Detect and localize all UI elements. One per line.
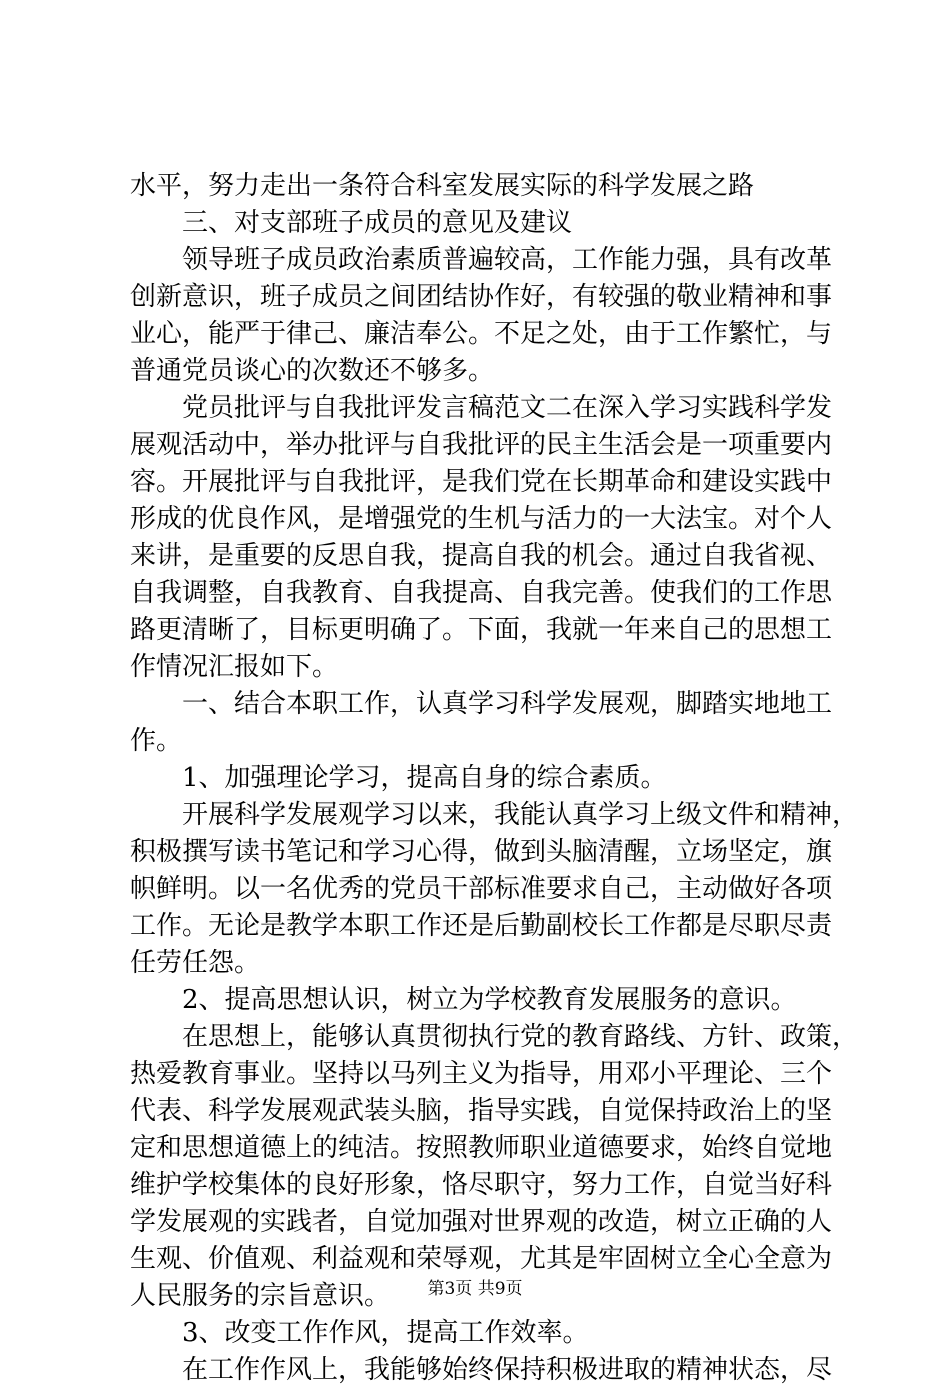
paragraph-line: 创新意识，班子成员之间团结协作好，有较强的敬业精神和事 xyxy=(130,282,833,312)
paragraph-line: 2、提高思想认识，树立为学校教育发展服务的意识。 xyxy=(182,985,797,1015)
paragraph-line: 学发展观的实践者，自觉加强对世界观的改造，树立正确的人 xyxy=(130,1207,833,1237)
paragraph-line: 在思想上，能够认真贯彻执行党的教育路线、方针、政策， xyxy=(182,1022,859,1052)
paragraph-line: 定和思想道德上的纯洁。按照教师职业道德要求，始终自觉地 xyxy=(130,1133,833,1163)
paragraph-line: 作。 xyxy=(130,726,183,756)
paragraph-line: 自我调整，自我教育、自我提高、自我完善。使我们的工作思 xyxy=(130,578,833,608)
paragraph-line: 在工作作风上，我能够始终保持积极进取的精神状态，尽 xyxy=(182,1355,833,1385)
paragraph-line: 领导班子成员政治素质普遍较高，工作能力强，具有改革 xyxy=(182,245,833,275)
document-body xyxy=(130,168,859,1389)
paragraph-line: 作情况汇报如下。 xyxy=(130,652,339,682)
paragraph-line: 人民服务的宗旨意识。 xyxy=(130,1281,391,1311)
paragraph-line: 普通党员谈心的次数还不够多。 xyxy=(130,356,495,386)
paragraph-line: 热爱教育事业。坚持以马列主义为指导，用邓小平理论、三个 xyxy=(130,1059,833,1089)
paragraph-line: 路更清晰了，目标更明确了。下面，我就一年来自己的思想工 xyxy=(130,615,833,645)
paragraph-line: 三、对支部班子成员的意见及建议 xyxy=(182,208,573,238)
paragraph-line: 水平，努力走出一条符合科室发展实际的科学发展之路 xyxy=(130,171,755,201)
paragraph-line: 任劳任怨。 xyxy=(130,948,261,978)
paragraph-line: 帜鲜明。以一名优秀的党员干部标准要求自己，主动做好各项 xyxy=(130,874,833,904)
paragraph-line: 业心，能严于律己、廉洁奉公。不足之处，由于工作繁忙，与 xyxy=(130,319,833,349)
paragraph-line: 一、结合本职工作，认真学习科学发展观，脚踏实地地工 xyxy=(182,689,833,719)
paragraph-line: 开展科学发展观学习以来，我能认真学习上级文件和精神， xyxy=(182,800,859,830)
paragraph-line: 来讲，是重要的反思自我，提高自我的机会。通过自我省视、 xyxy=(130,541,833,571)
paragraph-line: 工作。无论是教学本职工作还是后勤副校长工作都是尽职尽责 xyxy=(130,911,833,941)
paragraph-line: 积极撰写读书笔记和学习心得，做到头脑清醒，立场坚定，旗 xyxy=(130,837,833,867)
paragraph-line: 生观、价值观、利益观和荣辱观，尤其是牢固树立全心全意为 xyxy=(130,1244,833,1274)
page-footer: 第3页 共9页 xyxy=(427,1279,523,1299)
paragraph-line: 3、改变工作作风，提高工作效率。 xyxy=(182,1318,589,1348)
paragraph-line: 代表、科学发展观武装头脑，指导实践，自觉保持政治上的坚 xyxy=(130,1096,833,1126)
paragraph-line: 党员批评与自我批评发言稿范文二在深入学习实践科学发 xyxy=(182,393,833,423)
paragraph-line: 维护学校集体的良好形象，恪尽职守，努力工作，自觉当好科 xyxy=(130,1170,833,1200)
paragraph-line: 展观活动中，举办批评与自我批评的民主生活会是一项重要内 xyxy=(130,430,833,460)
paragraph-line: 形成的优良作风，是增强党的生机与活力的一大法宝。对个人 xyxy=(130,504,833,534)
paragraph-line: 容。开展批评与自我批评，是我们党在长期革命和建设实践中 xyxy=(130,467,833,497)
paragraph-line: 1、加强理论学习，提高自身的综合素质。 xyxy=(182,763,667,793)
